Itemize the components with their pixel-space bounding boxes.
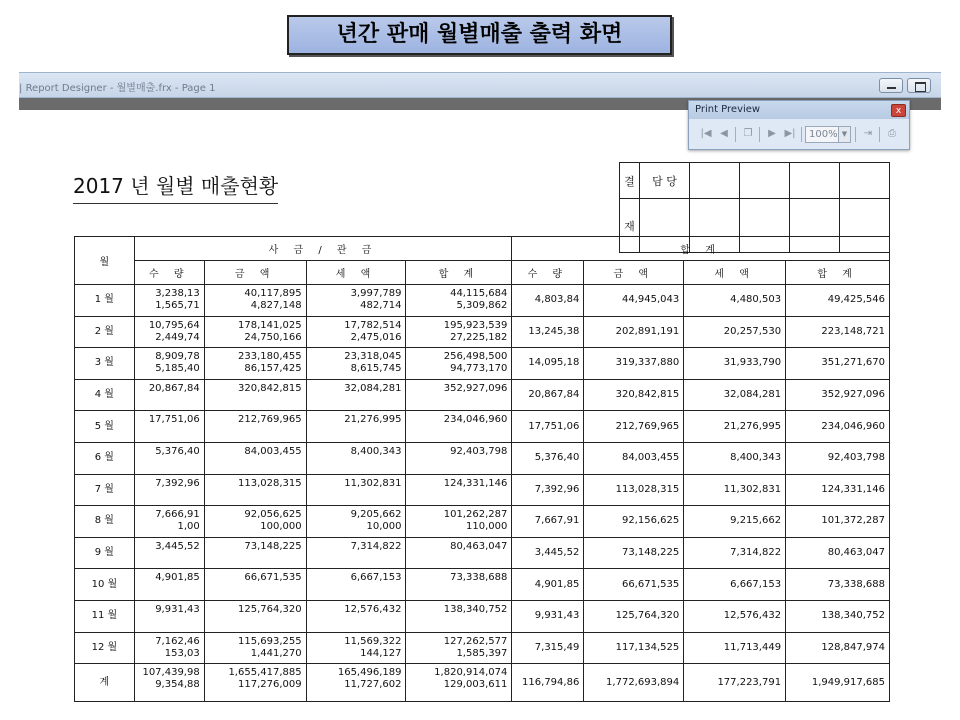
close-button[interactable]: x <box>891 104 906 117</box>
value-line: 9,354,88 <box>155 679 200 691</box>
report-page <box>19 110 941 720</box>
table-row <box>75 506 890 538</box>
month-cell: 8 월 <box>75 506 135 538</box>
value-cell <box>306 506 406 538</box>
month-cell: 6 월 <box>75 442 135 474</box>
total-value-cell: 113,028,315 <box>584 474 684 506</box>
value-cell <box>134 632 204 664</box>
total-value-cell: 13,245,38 <box>512 316 584 348</box>
toolbar-separator <box>855 127 856 142</box>
value-line: 101,262,287 <box>443 509 508 521</box>
value-cell <box>306 632 406 664</box>
toolbar-separator <box>735 127 736 142</box>
approval-head-cell <box>690 163 740 199</box>
window-titlebar <box>19 72 941 98</box>
total-value-cell: 31,933,790 <box>684 348 786 380</box>
month-cell: 1 월 <box>75 285 135 317</box>
value-cell <box>306 569 406 601</box>
value-line: 110,000 <box>465 521 508 533</box>
print-icon[interactable]: ⎙ <box>888 128 896 139</box>
value-line: 6,667,153 <box>350 572 402 584</box>
value-line: 23,318,045 <box>344 351 402 363</box>
value-line: 9,931,43 <box>155 603 200 615</box>
value-line: 234,046,960 <box>443 414 508 426</box>
table-row <box>75 348 890 380</box>
value-line: 8,400,343 <box>350 445 402 457</box>
total-value-cell: 319,337,880 <box>584 348 684 380</box>
value-cell <box>204 379 306 411</box>
total-value-cell: 116,794,86 <box>512 664 584 702</box>
total-value-cell: 7,314,822 <box>684 537 786 569</box>
month-cell: 12 월 <box>75 632 135 664</box>
month-cell: 11 월 <box>75 600 135 632</box>
slide-title: 년간 판매 월별매출 출력 화면 <box>287 15 672 55</box>
value-line: 7,392,96 <box>155 477 200 489</box>
value-cell <box>204 569 306 601</box>
value-cell <box>406 664 512 702</box>
value-line: 92,056,625 <box>244 509 302 521</box>
total-value-cell: 177,223,791 <box>684 664 786 702</box>
value-cell <box>306 600 406 632</box>
total-value-cell: 124,331,146 <box>786 474 890 506</box>
value-line: 24,750,166 <box>244 331 302 343</box>
header-month: 월 <box>75 237 135 285</box>
value-cell <box>204 600 306 632</box>
zoom-value: 100% <box>809 129 838 140</box>
total-value-cell: 3,445,52 <box>512 537 584 569</box>
value-cell <box>204 632 306 664</box>
approval-heading: 담 당 <box>640 163 690 199</box>
value-line: 7,666,91 <box>155 509 200 521</box>
header-tax: 세 액 <box>306 261 406 285</box>
value-cell <box>134 600 204 632</box>
value-cell <box>406 506 512 538</box>
total-value-cell: 5,376,40 <box>512 442 584 474</box>
value-cell <box>134 474 204 506</box>
value-line: 11,727,602 <box>344 679 402 691</box>
value-line: 1,00 <box>177 521 200 533</box>
month-cell: 4 월 <box>75 379 135 411</box>
total-value-cell: 9,215,662 <box>684 506 786 538</box>
next-page-icon[interactable]: ▶ <box>768 128 776 139</box>
value-line: 80,463,047 <box>450 540 508 552</box>
value-line: 4,901,85 <box>155 572 200 584</box>
total-value-cell: 73,338,688 <box>786 569 890 601</box>
total-value-cell: 128,847,974 <box>786 632 890 664</box>
total-value-cell: 138,340,752 <box>786 600 890 632</box>
value-line: 7,314,822 <box>350 540 402 552</box>
value-cell <box>134 537 204 569</box>
total-value-cell: 223,148,721 <box>786 316 890 348</box>
value-cell <box>204 506 306 538</box>
value-line: 117,276,009 <box>237 679 302 691</box>
header-group-sales: 사 금 / 관 금 <box>134 237 512 261</box>
total-value-cell: 8,400,343 <box>684 442 786 474</box>
total-value-cell: 12,576,432 <box>684 600 786 632</box>
value-cell <box>306 379 406 411</box>
total-value-cell: 7,315,49 <box>512 632 584 664</box>
total-value-cell: 352,927,096 <box>786 379 890 411</box>
window-title: | Report Designer - 월별매출.frx - Page 1 <box>19 79 215 94</box>
value-cell <box>306 537 406 569</box>
value-cell <box>204 285 306 317</box>
value-line: 40,117,895 <box>244 288 302 299</box>
value-cell <box>134 285 204 317</box>
print-preview-title: Print Preview <box>695 104 761 115</box>
value-line: 5,185,40 <box>155 363 200 375</box>
value-line: 21,276,995 <box>344 414 402 426</box>
maximize-button[interactable] <box>907 78 931 93</box>
total-value-cell: 4,901,85 <box>512 569 584 601</box>
table-row <box>75 411 890 443</box>
value-cell <box>204 474 306 506</box>
zoom-select[interactable] <box>805 126 851 143</box>
toolbar-separator <box>879 127 880 142</box>
total-value-cell: 20,867,84 <box>512 379 584 411</box>
value-line: 1,655,417,885 <box>228 667 302 679</box>
value-line: 113,028,315 <box>237 477 302 489</box>
value-line: 256,498,500 <box>443 351 508 363</box>
value-line: 11,569,322 <box>344 635 402 647</box>
table-row <box>75 474 890 506</box>
value-line: 5,376,40 <box>155 445 200 457</box>
print-preview-toolbar <box>688 100 910 150</box>
value-line: 195,923,539 <box>443 319 508 331</box>
table-row <box>75 285 890 317</box>
value-line: 8,615,745 <box>350 363 402 375</box>
value-cell <box>306 442 406 474</box>
value-line: 5,309,862 <box>456 300 508 311</box>
value-cell <box>134 348 204 380</box>
table-row <box>75 316 890 348</box>
value-line: 12,576,432 <box>344 603 402 615</box>
value-line: 3,445,52 <box>155 540 200 552</box>
value-line: 2,475,016 <box>350 331 402 343</box>
value-line: 233,180,455 <box>237 351 302 363</box>
report-designer-window <box>19 72 941 720</box>
value-cell <box>204 316 306 348</box>
sales-table <box>74 236 890 702</box>
value-line: 165,496,189 <box>337 667 402 679</box>
header-sum: 합 계 <box>406 261 512 285</box>
value-cell <box>306 285 406 317</box>
total-value-cell: 1,772,693,894 <box>584 664 684 702</box>
value-line: 115,693,255 <box>237 635 302 647</box>
value-cell <box>204 537 306 569</box>
value-cell <box>134 379 204 411</box>
toolbar-separator <box>759 127 760 142</box>
table-row <box>75 379 890 411</box>
value-line: 17,751,06 <box>148 414 200 426</box>
chevron-down-icon[interactable]: ▼ <box>838 127 850 142</box>
value-line: 27,225,182 <box>450 331 508 343</box>
total-value-cell: 6,667,153 <box>684 569 786 601</box>
total-value-cell: 14,095,18 <box>512 348 584 380</box>
total-value-cell: 84,003,455 <box>584 442 684 474</box>
value-line: 100,000 <box>260 521 302 533</box>
total-value-cell: 7,392,96 <box>512 474 584 506</box>
value-cell <box>134 506 204 538</box>
approval-side-bottom: 재 <box>620 199 640 253</box>
value-cell <box>406 316 512 348</box>
value-cell <box>134 442 204 474</box>
header-total-sum: 합 계 <box>786 261 890 285</box>
value-cell <box>306 316 406 348</box>
value-line: 1,441,270 <box>250 647 302 659</box>
value-line: 1,565,71 <box>155 300 200 311</box>
table-row <box>75 632 890 664</box>
value-cell <box>406 348 512 380</box>
approval-side-top: 결 <box>620 163 640 199</box>
value-line: 107,439,98 <box>142 667 200 679</box>
value-line: 3,238,13 <box>155 288 200 299</box>
value-line: 4,827,148 <box>250 300 302 311</box>
value-line: 84,003,455 <box>244 445 302 457</box>
value-cell <box>406 537 512 569</box>
total-value-cell: 49,425,546 <box>786 285 890 317</box>
value-line: 8,909,78 <box>155 351 200 363</box>
header-group-total: 합 계 <box>512 237 890 261</box>
total-value-cell: 66,671,535 <box>584 569 684 601</box>
value-line: 73,338,688 <box>450 572 508 584</box>
month-cell: 9 월 <box>75 537 135 569</box>
month-cell: 10 월 <box>75 569 135 601</box>
value-line: 17,782,514 <box>344 319 402 331</box>
value-cell <box>134 664 204 702</box>
value-line: 125,764,320 <box>237 603 302 615</box>
header-total-amount: 금 액 <box>584 261 684 285</box>
value-line: 86,157,425 <box>244 363 302 375</box>
value-line: 1,820,914,074 <box>434 667 508 679</box>
approval-head-cell <box>790 163 840 199</box>
total-value-cell: 73,148,225 <box>584 537 684 569</box>
total-value-cell: 17,751,06 <box>512 411 584 443</box>
value-line: 9,205,662 <box>350 509 402 521</box>
total-value-cell: 21,276,995 <box>684 411 786 443</box>
total-value-cell: 117,134,525 <box>584 632 684 664</box>
value-cell <box>204 664 306 702</box>
total-value-cell: 11,302,831 <box>684 474 786 506</box>
minimize-button[interactable] <box>879 78 903 93</box>
total-value-cell: 32,084,281 <box>684 379 786 411</box>
value-cell <box>406 569 512 601</box>
total-value-cell: 125,764,320 <box>584 600 684 632</box>
table-row <box>75 600 890 632</box>
value-line: 10,000 <box>366 521 402 533</box>
value-line: 2,449,74 <box>155 331 200 343</box>
value-line: 352,927,096 <box>443 382 508 394</box>
table-row <box>75 569 890 601</box>
sales-table-body <box>75 285 890 702</box>
value-cell <box>406 411 512 443</box>
print-preview-header <box>689 101 909 119</box>
value-line: 482,714 <box>360 300 402 311</box>
total-value-cell: 4,480,503 <box>684 285 786 317</box>
value-cell <box>306 474 406 506</box>
value-line: 124,331,146 <box>443 477 508 489</box>
toolbar-separator <box>801 127 802 142</box>
value-line: 11,302,831 <box>344 477 402 489</box>
table-row <box>75 537 890 569</box>
header-amount: 금 액 <box>204 261 306 285</box>
value-cell <box>406 379 512 411</box>
table-total-row <box>75 664 890 702</box>
value-line: 73,148,225 <box>244 540 302 552</box>
value-cell <box>204 442 306 474</box>
value-line: 32,084,281 <box>344 382 402 394</box>
value-line: 178,141,025 <box>237 319 302 331</box>
value-line: 129,003,611 <box>443 679 508 691</box>
month-cell: 5 월 <box>75 411 135 443</box>
value-cell <box>134 411 204 443</box>
total-value-cell: 11,713,449 <box>684 632 786 664</box>
value-line: 127,262,577 <box>443 635 508 647</box>
total-value-cell: 202,891,191 <box>584 316 684 348</box>
prev-page-icon[interactable]: ◀ <box>720 128 728 139</box>
header-total-tax: 세 액 <box>684 261 786 285</box>
table-row <box>75 442 890 474</box>
total-value-cell: 4,803,84 <box>512 285 584 317</box>
first-page-icon[interactable]: |◀ <box>700 128 712 139</box>
value-line: 3,997,789 <box>350 288 402 299</box>
month-cell: 계 <box>75 664 135 702</box>
month-cell: 7 월 <box>75 474 135 506</box>
total-value-cell: 20,257,530 <box>684 316 786 348</box>
approval-head-cell <box>840 163 890 199</box>
value-line: 1,585,397 <box>456 647 508 659</box>
total-value-cell: 44,945,043 <box>584 285 684 317</box>
total-value-cell: 320,842,815 <box>584 379 684 411</box>
total-value-cell: 7,667,91 <box>512 506 584 538</box>
export-icon[interactable]: ⇥ <box>863 128 873 139</box>
value-cell <box>406 442 512 474</box>
month-cell: 2 월 <box>75 316 135 348</box>
value-cell <box>406 600 512 632</box>
report-canvas[interactable] <box>19 98 941 720</box>
value-cell <box>204 348 306 380</box>
value-line: 92,403,798 <box>450 445 508 457</box>
value-cell <box>306 664 406 702</box>
total-value-cell: 92,403,798 <box>786 442 890 474</box>
copy-icon[interactable]: ❐ <box>743 128 753 139</box>
total-value-cell: 80,463,047 <box>786 537 890 569</box>
value-line: 66,671,535 <box>244 572 302 584</box>
value-cell <box>406 474 512 506</box>
total-value-cell: 101,372,287 <box>786 506 890 538</box>
preview-tools <box>697 125 905 145</box>
value-line: 94,773,170 <box>450 363 508 375</box>
total-value-cell: 212,769,965 <box>584 411 684 443</box>
value-line: 7,162,46 <box>155 635 200 647</box>
total-value-cell: 9,931,43 <box>512 600 584 632</box>
value-line: 212,769,965 <box>237 414 302 426</box>
value-cell <box>306 411 406 443</box>
value-line: 10,795,64 <box>148 319 200 331</box>
month-cell: 3 월 <box>75 348 135 380</box>
value-cell <box>134 316 204 348</box>
total-value-cell: 234,046,960 <box>786 411 890 443</box>
header-qty: 수 량 <box>134 261 204 285</box>
value-line: 20,867,84 <box>148 382 200 394</box>
value-line: 138,340,752 <box>443 603 508 615</box>
value-line: 144,127 <box>360 647 402 659</box>
header-total-qty: 수 량 <box>512 261 584 285</box>
last-page-icon[interactable]: ▶| <box>784 128 796 139</box>
value-line: 153,03 <box>164 647 200 659</box>
value-cell <box>406 285 512 317</box>
approval-head-cell <box>740 163 790 199</box>
value-cell <box>306 348 406 380</box>
total-value-cell: 351,271,670 <box>786 348 890 380</box>
value-line: 44,115,684 <box>450 288 508 299</box>
value-cell <box>406 632 512 664</box>
value-line: 320,842,815 <box>237 382 302 394</box>
value-cell <box>204 411 306 443</box>
value-cell <box>134 569 204 601</box>
total-value-cell: 92,156,625 <box>584 506 684 538</box>
report-title: 2017 년 월별 매출현황 <box>73 170 278 204</box>
total-value-cell: 1,949,917,685 <box>786 664 890 702</box>
